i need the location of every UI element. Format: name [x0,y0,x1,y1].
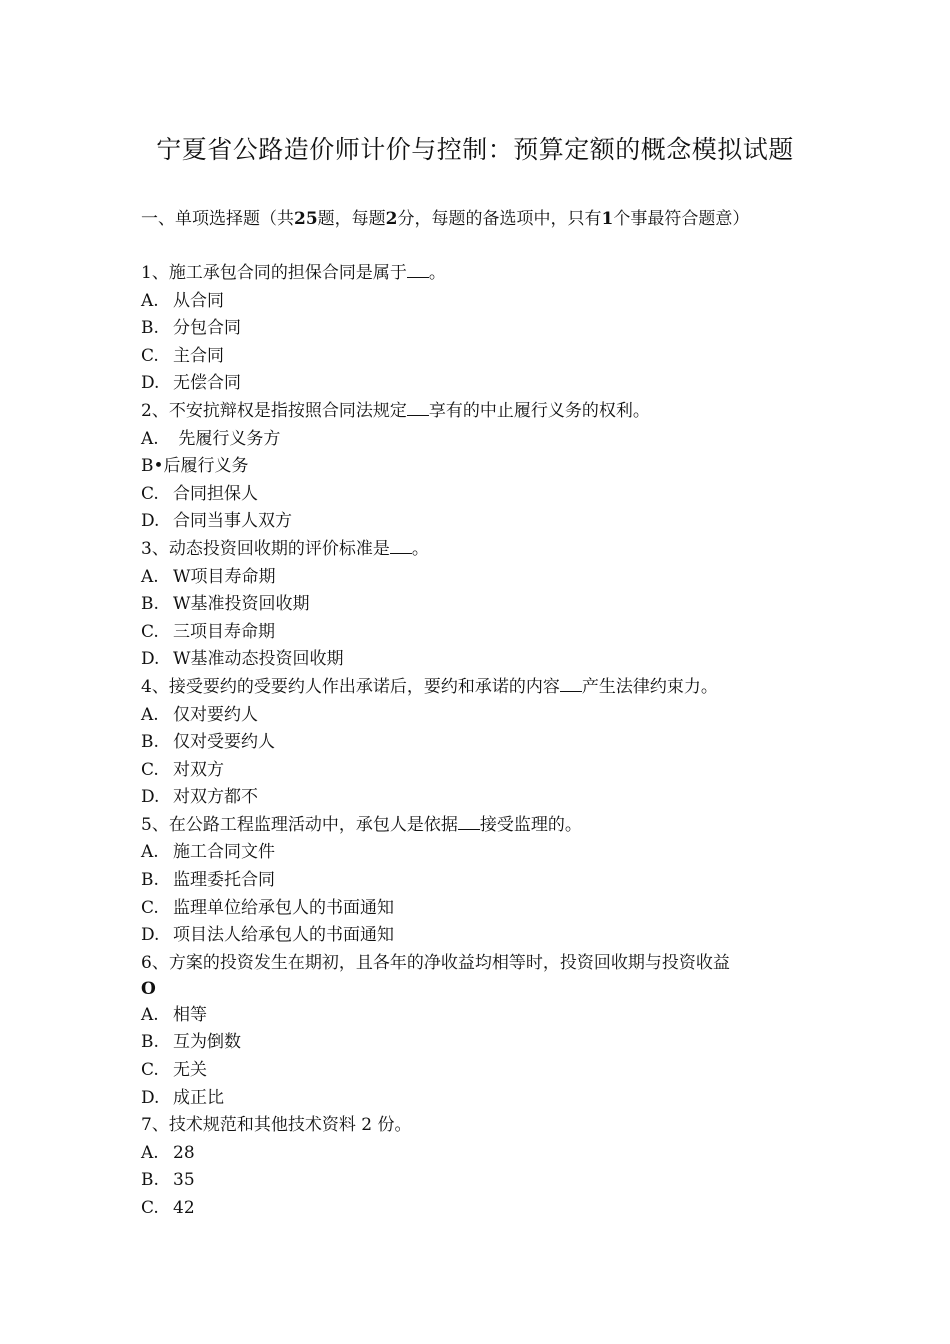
option-2-3 [141,481,821,509]
option-text: 仅对要约人 [173,704,258,725]
option-letter: C. [141,345,159,366]
document-title: 宁夏省公路造价师计价与控制：预算定额的概念模拟试题 [156,135,794,164]
option-text: 35 [173,1170,195,1191]
option-text: W项目寿命期 [173,566,276,587]
answer-blank [407,401,429,416]
option-5-4 [141,922,821,950]
option-text: W基准投资回收期 [173,594,310,615]
option-letter: B. [141,1032,159,1053]
answer-blank [458,815,480,830]
option-letter: D. [141,373,160,394]
option-text: 互为倒数 [173,1032,241,1053]
option-text: 对双方 [173,759,224,780]
question-text-end: 享有的中止履行义务的权利。 [428,400,650,421]
answer-blank [407,263,429,278]
option-letter: B. [141,1170,159,1191]
option-letter: B. [141,594,159,615]
section-heading: 一、单项选择题（共25题，每题2分，每题的备选项中，只有1个事最符合题意） [141,209,750,229]
question-6 [141,950,821,1002]
option-1-3 [141,343,821,371]
question-text: 3、动态投资回收期的评价标准是 [141,538,390,559]
question-7 [141,1112,821,1140]
question-text: 7、技术规范和其他技术资料 2 份。 [141,1115,412,1136]
option-1-2 [141,315,821,343]
option-text: 主合同 [173,345,224,366]
option-letter: A. [141,842,159,863]
option-5-3 [141,895,821,923]
option-4-4 [141,784,821,812]
option-2-2 [141,453,821,481]
option-letter: A. [141,1004,159,1025]
option-6-1 [141,1002,821,1030]
option-3-4 [141,646,821,674]
question-text: 2、不安抗辩权是指按照合同法规定 [141,400,407,421]
option-letter: D. [141,1087,160,1108]
option-letter: A. [141,290,159,311]
question-text-end: 接受监理的。 [479,814,582,835]
option-letter: C. [141,1198,159,1218]
question-5 [141,812,821,840]
option-3-2 [141,591,821,619]
question-text: 5、在公路工程监理活动中，承包人是依据 [141,814,458,835]
option-letter: B. [141,732,159,753]
option-6-4 [141,1085,821,1113]
option-text: 相等 [173,1004,207,1025]
option-6-2 [141,1029,821,1057]
option-4-2 [141,729,821,757]
option-letter: D. [141,511,160,532]
question-text-end: 。 [411,538,429,559]
option-text: 成正比 [173,1087,224,1108]
option-2-1 [141,426,821,454]
option-text: 后履行义务 [163,456,249,477]
answer-blank [560,677,582,692]
option-letter: C. [141,759,159,780]
option-text: 28 [173,1142,195,1163]
question-2 [141,398,821,426]
option-text: 项目法人给承包人的书面通知 [173,925,394,946]
option-text: 监理委托合同 [173,870,275,891]
option-text: 从合同 [173,290,224,311]
option-text: 无偿合同 [173,373,241,394]
option-text: W基准动态投资回收期 [173,649,344,670]
option-letter: B. [141,870,159,891]
question-text: 4、接受要约的受要约人作出承诺后，要约和承诺的内容 [141,676,560,697]
option-text: 分包合同 [173,318,241,339]
option-text: 三项目寿命期 [173,621,275,642]
option-5-1 [141,839,821,867]
option-letter: B• [141,456,164,477]
option-3-3 [141,619,821,647]
option-1-4 [141,370,821,398]
option-1-1 [141,288,821,316]
option-letter: C. [141,621,159,642]
option-text: 对双方都不 [173,787,258,808]
question-text-end: 产生法律约束力。 [581,676,718,697]
option-text: 先履行义务方 [173,428,281,449]
option-4-1 [141,702,821,730]
option-letter: D. [141,649,160,670]
option-text: 监理单位给承包人的书面通知 [173,897,394,918]
option-letter: B. [141,318,159,339]
option-text: 42 [173,1198,195,1218]
question-text: 1、施工承包合同的担保合同是属于 [141,263,407,283]
option-text: 合同担保人 [173,483,258,504]
option-letter: C. [141,483,159,504]
option-letter: D. [141,925,160,946]
option-letter: A. [141,428,159,449]
question-4 [141,674,821,702]
option-7-3 [141,1195,821,1223]
option-text: 无关 [173,1060,207,1081]
option-3-1 [141,564,821,592]
option-letter: C. [141,897,159,918]
question-1 [141,260,821,288]
option-letter: C. [141,1060,159,1081]
option-7-2 [141,1167,821,1195]
option-letter: D. [141,787,160,808]
option-letter: A. [141,566,159,587]
option-letter: A. [141,704,159,725]
option-letter: A. [141,1142,159,1163]
question-list [141,260,821,1223]
option-text: 合同当事人双方 [173,511,292,532]
option-7-1 [141,1140,821,1168]
question-tail: O [141,978,156,999]
option-6-3 [141,1057,821,1085]
option-text: 施工合同文件 [173,842,275,863]
option-5-2 [141,867,821,895]
question-3 [141,536,821,564]
option-text: 仅对受要约人 [173,732,275,753]
answer-blank [390,539,412,554]
question-text-end: 。 [428,263,446,283]
option-2-4 [141,508,821,536]
option-4-3 [141,757,821,785]
question-text: 6、方案的投资发生在期初，且各年的净收益均相等时，投资回收期与投资收益 [141,952,730,973]
